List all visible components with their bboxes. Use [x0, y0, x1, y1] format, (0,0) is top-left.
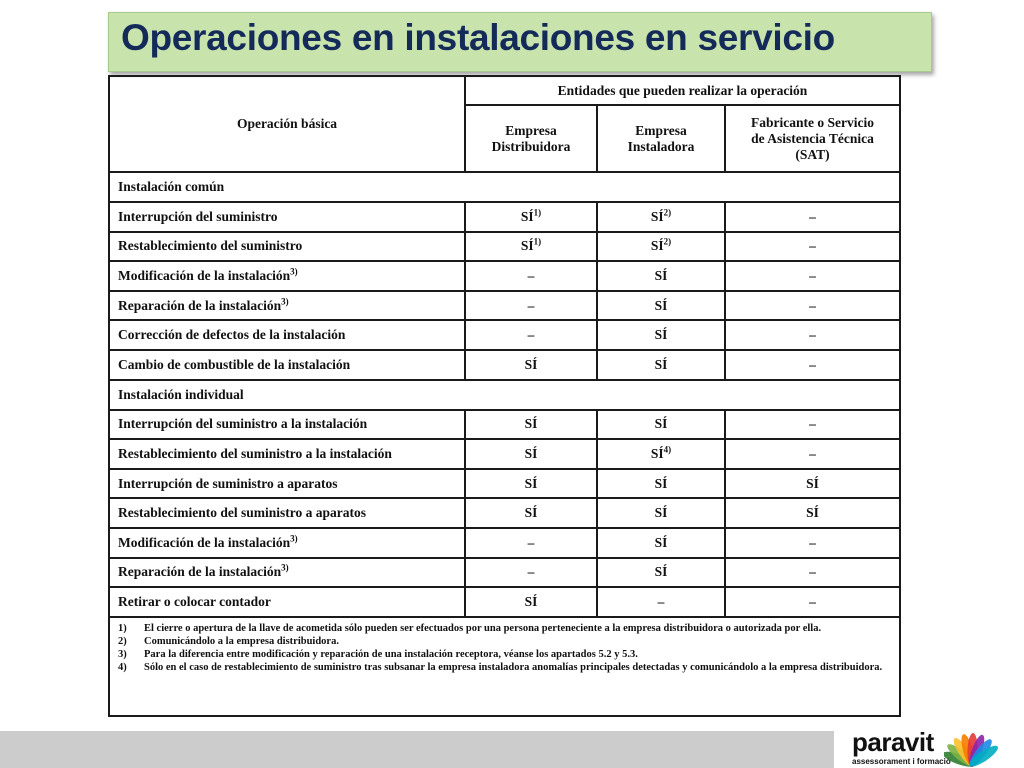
- section-instalacion-comun: Instalación común: [109, 172, 900, 202]
- value-cell: [465, 587, 597, 617]
- note-ref: 1): [533, 207, 542, 218]
- footnote-number: 4): [118, 661, 127, 673]
- value-cell: [725, 232, 900, 262]
- operation-cell: [109, 291, 465, 321]
- operation-label: Reparación de la instalación: [118, 564, 282, 580]
- value-label: –: [527, 327, 535, 343]
- header-row: [109, 76, 900, 105]
- value-cell: [465, 410, 597, 440]
- value-cell: [725, 320, 900, 350]
- header-line: (SAT): [795, 146, 830, 162]
- operation-label: Restablecimiento del suministro: [118, 238, 303, 254]
- operation-label: Interrupción del suministro a la instalación: [118, 416, 368, 432]
- operations-table: [108, 75, 901, 717]
- value-label: –: [809, 564, 816, 580]
- header-empresa-distribuidora: [465, 105, 597, 172]
- value-label: SÍ: [524, 356, 538, 372]
- operation-label: Interrupción del suministro: [118, 208, 278, 224]
- table-row: [109, 498, 900, 528]
- header-entities: Entidades que pueden realizar la operación: [465, 76, 900, 105]
- value-cell: [725, 498, 900, 528]
- operation-label: Modificación de la instalación: [118, 534, 291, 550]
- value-cell: [725, 350, 900, 380]
- value-cell: [465, 528, 597, 558]
- table-row: [109, 587, 900, 617]
- value-cell: [597, 202, 725, 232]
- note-ref: 3): [281, 296, 289, 307]
- operation-cell: [109, 558, 465, 588]
- operation-cell: [109, 202, 465, 232]
- value-label: SÍ: [654, 534, 668, 550]
- value-cell: [725, 558, 900, 588]
- header-line: Empresa: [635, 122, 687, 138]
- footer-bar: [0, 731, 834, 768]
- notes-cell: [109, 617, 900, 716]
- table-row: [109, 439, 900, 469]
- table-row: [109, 410, 900, 440]
- value-cell: [725, 202, 900, 232]
- table-row: [109, 202, 900, 232]
- value-label: SÍ: [806, 475, 819, 491]
- value-cell: [465, 320, 597, 350]
- value-label: SÍ: [806, 505, 819, 521]
- footnote-text: Para la diferencia entre modificación y reparación de una instalación receptora, véanse los apartados 5.2 y 5.3.: [144, 648, 638, 660]
- value-cell: [725, 587, 900, 617]
- header-line: de Asistencia Técnica: [751, 130, 874, 146]
- footnote-number: 1): [118, 622, 127, 634]
- value-label: –: [809, 208, 816, 224]
- value-cell: [597, 469, 725, 499]
- operation-cell: [109, 261, 465, 291]
- value-cell: [597, 320, 725, 350]
- value-cell: [597, 439, 725, 469]
- value-cell: [597, 350, 725, 380]
- value-cell: [725, 528, 900, 558]
- value-label: SÍ: [520, 208, 534, 224]
- value-label: SÍ: [524, 445, 538, 461]
- value-label: SÍ: [524, 475, 538, 491]
- operation-label: Reparación de la instalación: [118, 297, 282, 313]
- operation-cell: [109, 469, 465, 499]
- value-label: SÍ: [524, 416, 538, 432]
- operation-label: Modificación de la instalación: [118, 267, 291, 283]
- footnote-text: Comunicándolo a la empresa distribuidora.: [144, 635, 339, 647]
- value-cell: [597, 558, 725, 588]
- value-label: SÍ: [524, 593, 538, 609]
- header-line: Instaladora: [627, 138, 695, 154]
- footnote: [118, 648, 891, 661]
- operation-cell: [109, 587, 465, 617]
- value-cell: [597, 232, 725, 262]
- header-line: Fabricante o Servicio: [751, 114, 874, 130]
- value-label: –: [809, 267, 816, 283]
- note-ref: 2): [663, 236, 672, 247]
- value-label: –: [809, 327, 816, 343]
- value-label: –: [809, 593, 816, 609]
- value-label: –: [657, 593, 665, 609]
- page-title: Operaciones en instalaciones en servicio: [121, 17, 835, 58]
- footnote: [118, 622, 891, 635]
- value-label: SÍ: [654, 416, 668, 432]
- value-cell: [465, 498, 597, 528]
- value-cell: [465, 558, 597, 588]
- section-instalacion-individual: Instalación individual: [109, 380, 900, 410]
- operation-cell: [109, 232, 465, 262]
- value-label: SÍ: [520, 238, 534, 254]
- note-ref: 3): [281, 562, 289, 573]
- value-label: –: [809, 297, 816, 313]
- value-cell: [465, 350, 597, 380]
- operation-label: Restablecimiento del suministro a la instalación: [118, 445, 392, 461]
- value-label: SÍ: [654, 267, 668, 283]
- value-label: –: [527, 564, 535, 580]
- value-cell: [597, 291, 725, 321]
- header-fabricante-sat: [725, 105, 900, 172]
- paravit-logo: [846, 726, 1022, 768]
- operation-label: Interrupción de suministro a aparatos: [118, 475, 338, 491]
- table-row: [109, 350, 900, 380]
- value-label: –: [527, 297, 535, 313]
- operation-cell: [109, 498, 465, 528]
- operation-label: Retirar o colocar contador: [118, 593, 271, 609]
- table-row: [109, 528, 900, 558]
- operation-label: Cambio de combustible de la instalación: [118, 356, 351, 372]
- table-row: [109, 291, 900, 321]
- table-row: [109, 469, 900, 499]
- value-label: –: [809, 356, 816, 372]
- value-label: SÍ: [650, 208, 664, 224]
- header-line: Empresa: [505, 122, 557, 138]
- value-cell: [725, 469, 900, 499]
- note-ref: 4): [663, 444, 672, 455]
- table-row: [109, 261, 900, 291]
- footnote: [118, 661, 891, 674]
- footnote: [118, 635, 891, 648]
- logo-tagline: assessorament i formació: [852, 757, 951, 766]
- value-cell: [725, 291, 900, 321]
- header-empresa-instaladora: [597, 105, 725, 172]
- title-banner: [108, 12, 932, 72]
- value-label: SÍ: [650, 445, 664, 461]
- value-cell: [597, 528, 725, 558]
- footnote-text: Sólo en el caso de restablecimiento de suministro tras subsanar la empresa instaladora anomalías principales detectadas y comunicándolo a la empresa distribuidora.: [144, 661, 883, 673]
- value-label: –: [527, 534, 535, 550]
- value-cell: [725, 261, 900, 291]
- operation-label: Restablecimiento del suministro a aparatos: [118, 505, 366, 521]
- operation-cell: [109, 528, 465, 558]
- table-row: [109, 558, 900, 588]
- footnote-number: 2): [118, 635, 127, 647]
- value-label: SÍ: [654, 356, 668, 372]
- value-label: SÍ: [654, 564, 668, 580]
- header-operation: Operación básica: [109, 76, 465, 172]
- note-ref: 3): [290, 266, 298, 277]
- value-cell: [597, 587, 725, 617]
- value-cell: [597, 410, 725, 440]
- value-label: –: [809, 416, 816, 432]
- section-row: [109, 172, 900, 202]
- header-line: Distribuidora: [491, 138, 571, 154]
- value-label: –: [809, 445, 816, 461]
- footnote-number: 3): [118, 648, 127, 660]
- operation-label: Corrección de defectos de la instalación: [118, 327, 346, 343]
- value-cell: [465, 291, 597, 321]
- value-label: SÍ: [654, 505, 668, 521]
- notes-row: [109, 617, 900, 716]
- value-cell: [465, 439, 597, 469]
- value-cell: [597, 261, 725, 291]
- value-cell: [725, 410, 900, 440]
- section-row: [109, 380, 900, 410]
- value-cell: [725, 439, 900, 469]
- value-label: SÍ: [650, 238, 664, 254]
- table-row: [109, 232, 900, 262]
- value-cell: [597, 498, 725, 528]
- operation-cell: [109, 350, 465, 380]
- value-cell: [465, 232, 597, 262]
- note-ref: 1): [533, 236, 542, 247]
- value-label: SÍ: [654, 327, 668, 343]
- value-cell: [465, 469, 597, 499]
- footnote-text: El cierre o apertura de la llave de acometida sólo pueden ser efectuados por una persona perteneciente a la empresa distribuidora o autorizada por ella.: [144, 622, 822, 634]
- value-label: –: [809, 534, 816, 550]
- note-ref: 3): [290, 533, 298, 544]
- operation-cell: [109, 439, 465, 469]
- operation-cell: [109, 410, 465, 440]
- value-cell: [465, 202, 597, 232]
- value-label: SÍ: [654, 297, 668, 313]
- value-label: –: [527, 267, 535, 283]
- fan-logo-icon: [944, 726, 1016, 768]
- logo-name: paravit: [852, 727, 934, 757]
- operation-cell: [109, 320, 465, 350]
- value-cell: [465, 261, 597, 291]
- value-label: –: [809, 238, 816, 254]
- table-row: [109, 320, 900, 350]
- value-label: SÍ: [524, 505, 538, 521]
- note-ref: 2): [663, 207, 672, 218]
- value-label: SÍ: [654, 475, 668, 491]
